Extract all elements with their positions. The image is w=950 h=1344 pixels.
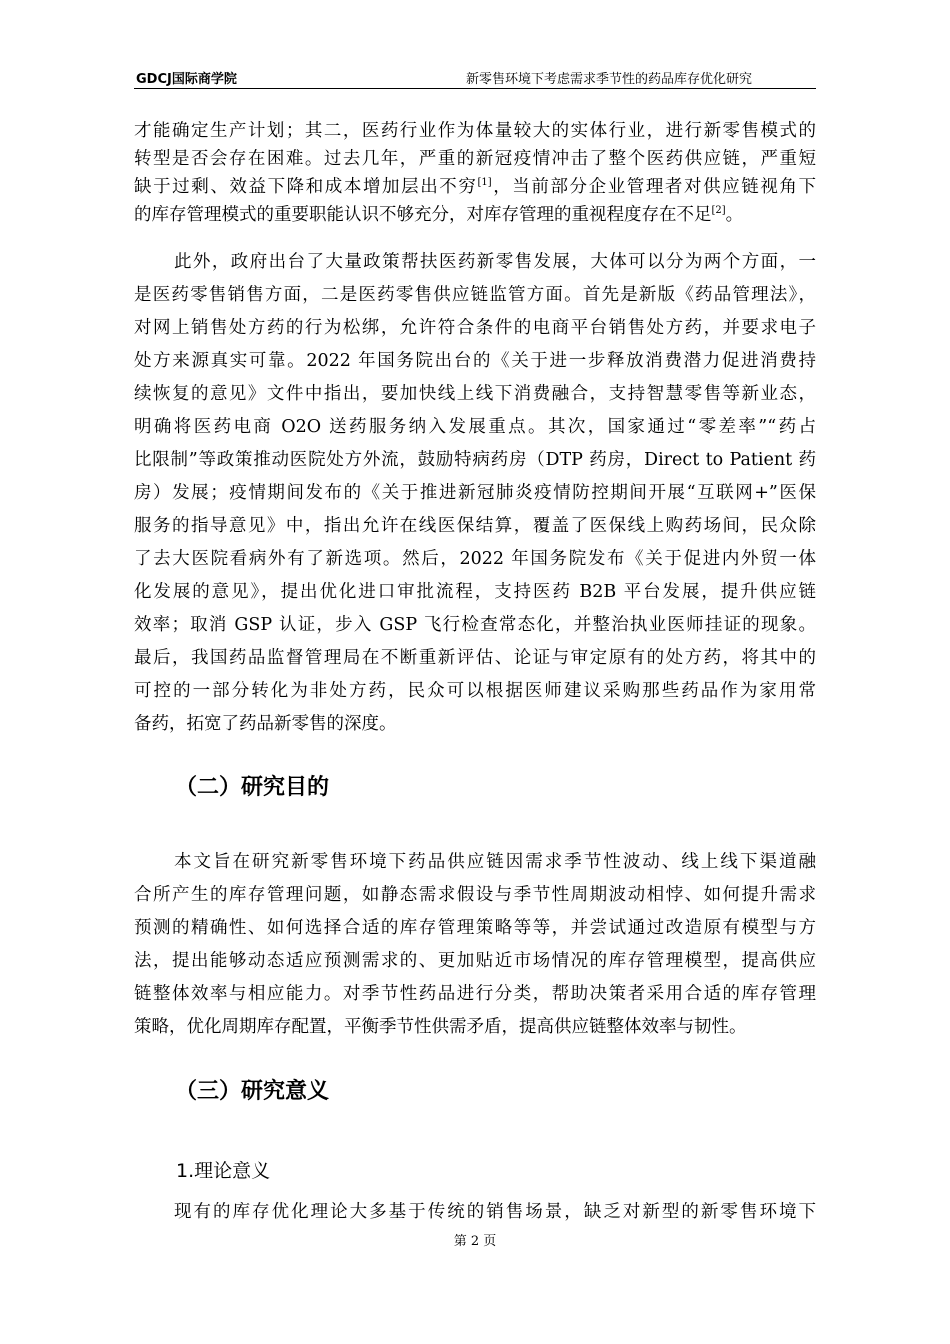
- text-segment: ，当前部分企业管理者对供应链视角下: [491, 177, 816, 197]
- text-line: 合所产生的库存管理问题，如静态需求假设与季节性周期波动相悖、如何提升需求: [134, 885, 816, 905]
- text-line: 对网上销售处方药的行为松绑，允许符合条件的电商平台销售处方药，并要求电子: [134, 318, 816, 338]
- page-number: 第 2 页: [453, 1234, 497, 1249]
- header-title: 新零售环境下考虑需求季节性的药品库存优化研究: [465, 72, 752, 87]
- text-line: 房）发展；疫情期间发布的《关于推进新冠肺炎疫情防控期间开展“互联网+”医保: [134, 483, 816, 503]
- text-segment: 缺于过剩、效益下降和成本增加层出不穷: [134, 177, 478, 197]
- text-line: 预测的精确性、如何选择合适的库存管理策略等等，并尝试通过改造原有模型与方: [134, 918, 816, 938]
- header-institution: GDCJ国际商学院: [136, 72, 237, 87]
- text-line: 明确将医药电商 O2O 送药服务纳入发展重点。其次，国家通过“零差率”“药占: [134, 417, 816, 437]
- text-line: 备药，拓宽了药品新零售的深度。: [134, 714, 397, 734]
- text-segment: 。: [725, 205, 744, 225]
- header-divider: [134, 88, 816, 89]
- text-line: 化发展的意见》，提出优化进口审批流程，支持医药 B2B 平台发展，提升供应链: [134, 582, 816, 602]
- text-line: 续恢复的意见》文件中指出，要加快线上线下消费融合，支持智慧零售等新业态，: [134, 384, 816, 404]
- text-segment: 的库存管理模式的重要职能认识不够充分，对库存管理的重视程度存在不足: [134, 205, 712, 225]
- text-line: [134, 173, 816, 201]
- text-line: 服务的指导意见》中，指出允许在线医保结算，覆盖了医保线上购药场间，民众除: [134, 516, 816, 536]
- text-line: 此外，政府出台了大量政策帮扶医药新零售发展，大体可以分为两个方面，一: [174, 252, 816, 272]
- text-line: 策略，优化周期库存配置，平衡季节性供需矛盾，提高供应链整体效率与韧性。: [134, 1017, 747, 1037]
- section-heading-research-purpose: （二）研究目的: [175, 775, 330, 800]
- text-line: 转型是否会存在困难。过去几年，严重的新冠疫情冲击了整个医药供应链，严重短: [134, 149, 816, 169]
- text-line: 本文旨在研究新零售环境下药品供应链因需求季节性波动、线上线下渠道融: [174, 852, 816, 872]
- text-line: 链整体效率与相应能力。对季节性药品进行分类，帮助决策者采用合适的库存管理: [134, 984, 816, 1004]
- text-line: 处方来源真实可靠。2022 年国务院出台的《关于进一步释放消费潜力促进消费持: [134, 351, 816, 371]
- text-line: 才能确定生产计划；其二，医药行业作为体量较大的实体行业，进行新零售模式的: [134, 121, 816, 141]
- section-heading-research-significance: （三）研究意义: [175, 1079, 330, 1104]
- citation: [1]: [477, 177, 492, 189]
- text-line: 效率；取消 GSP 认证，步入 GSP 飞行检查常态化，并整治执业医师挂证的现象。: [134, 615, 816, 635]
- text-line: 现有的库存优化理论大多基于传统的销售场景，缺乏对新型的新零售环境下: [174, 1202, 816, 1222]
- subsection-heading-theoretical-significance: 1.理论意义: [176, 1160, 271, 1182]
- citation: [2]: [711, 205, 726, 217]
- text-line: 最后，我国药品监督管理局在不断重新评估、论证与审定原有的处方药，将其中的: [134, 648, 816, 668]
- text-line: 比限制”等政策推动医院处方外流，鼓励特病药房（DTP 药房，Direct to Patient 药: [134, 450, 816, 470]
- text-line: 了去大医院看病外有了新选项。然后，2022 年国务院发布《关于促进内外贸一体: [134, 549, 816, 569]
- text-line: 是医药零售销售方面，二是医药零售供应链监管方面。首先是新版《药品管理法》，: [134, 285, 816, 305]
- text-line: 法，提出能够动态适应预测需求的、更加贴近市场情况的库存管理模型，提高供应: [134, 951, 816, 971]
- text-line: [134, 201, 816, 229]
- text-line: 可控的一部分转化为非处方药，民众可以根据医师建议采购那些药品作为家用常: [134, 681, 816, 701]
